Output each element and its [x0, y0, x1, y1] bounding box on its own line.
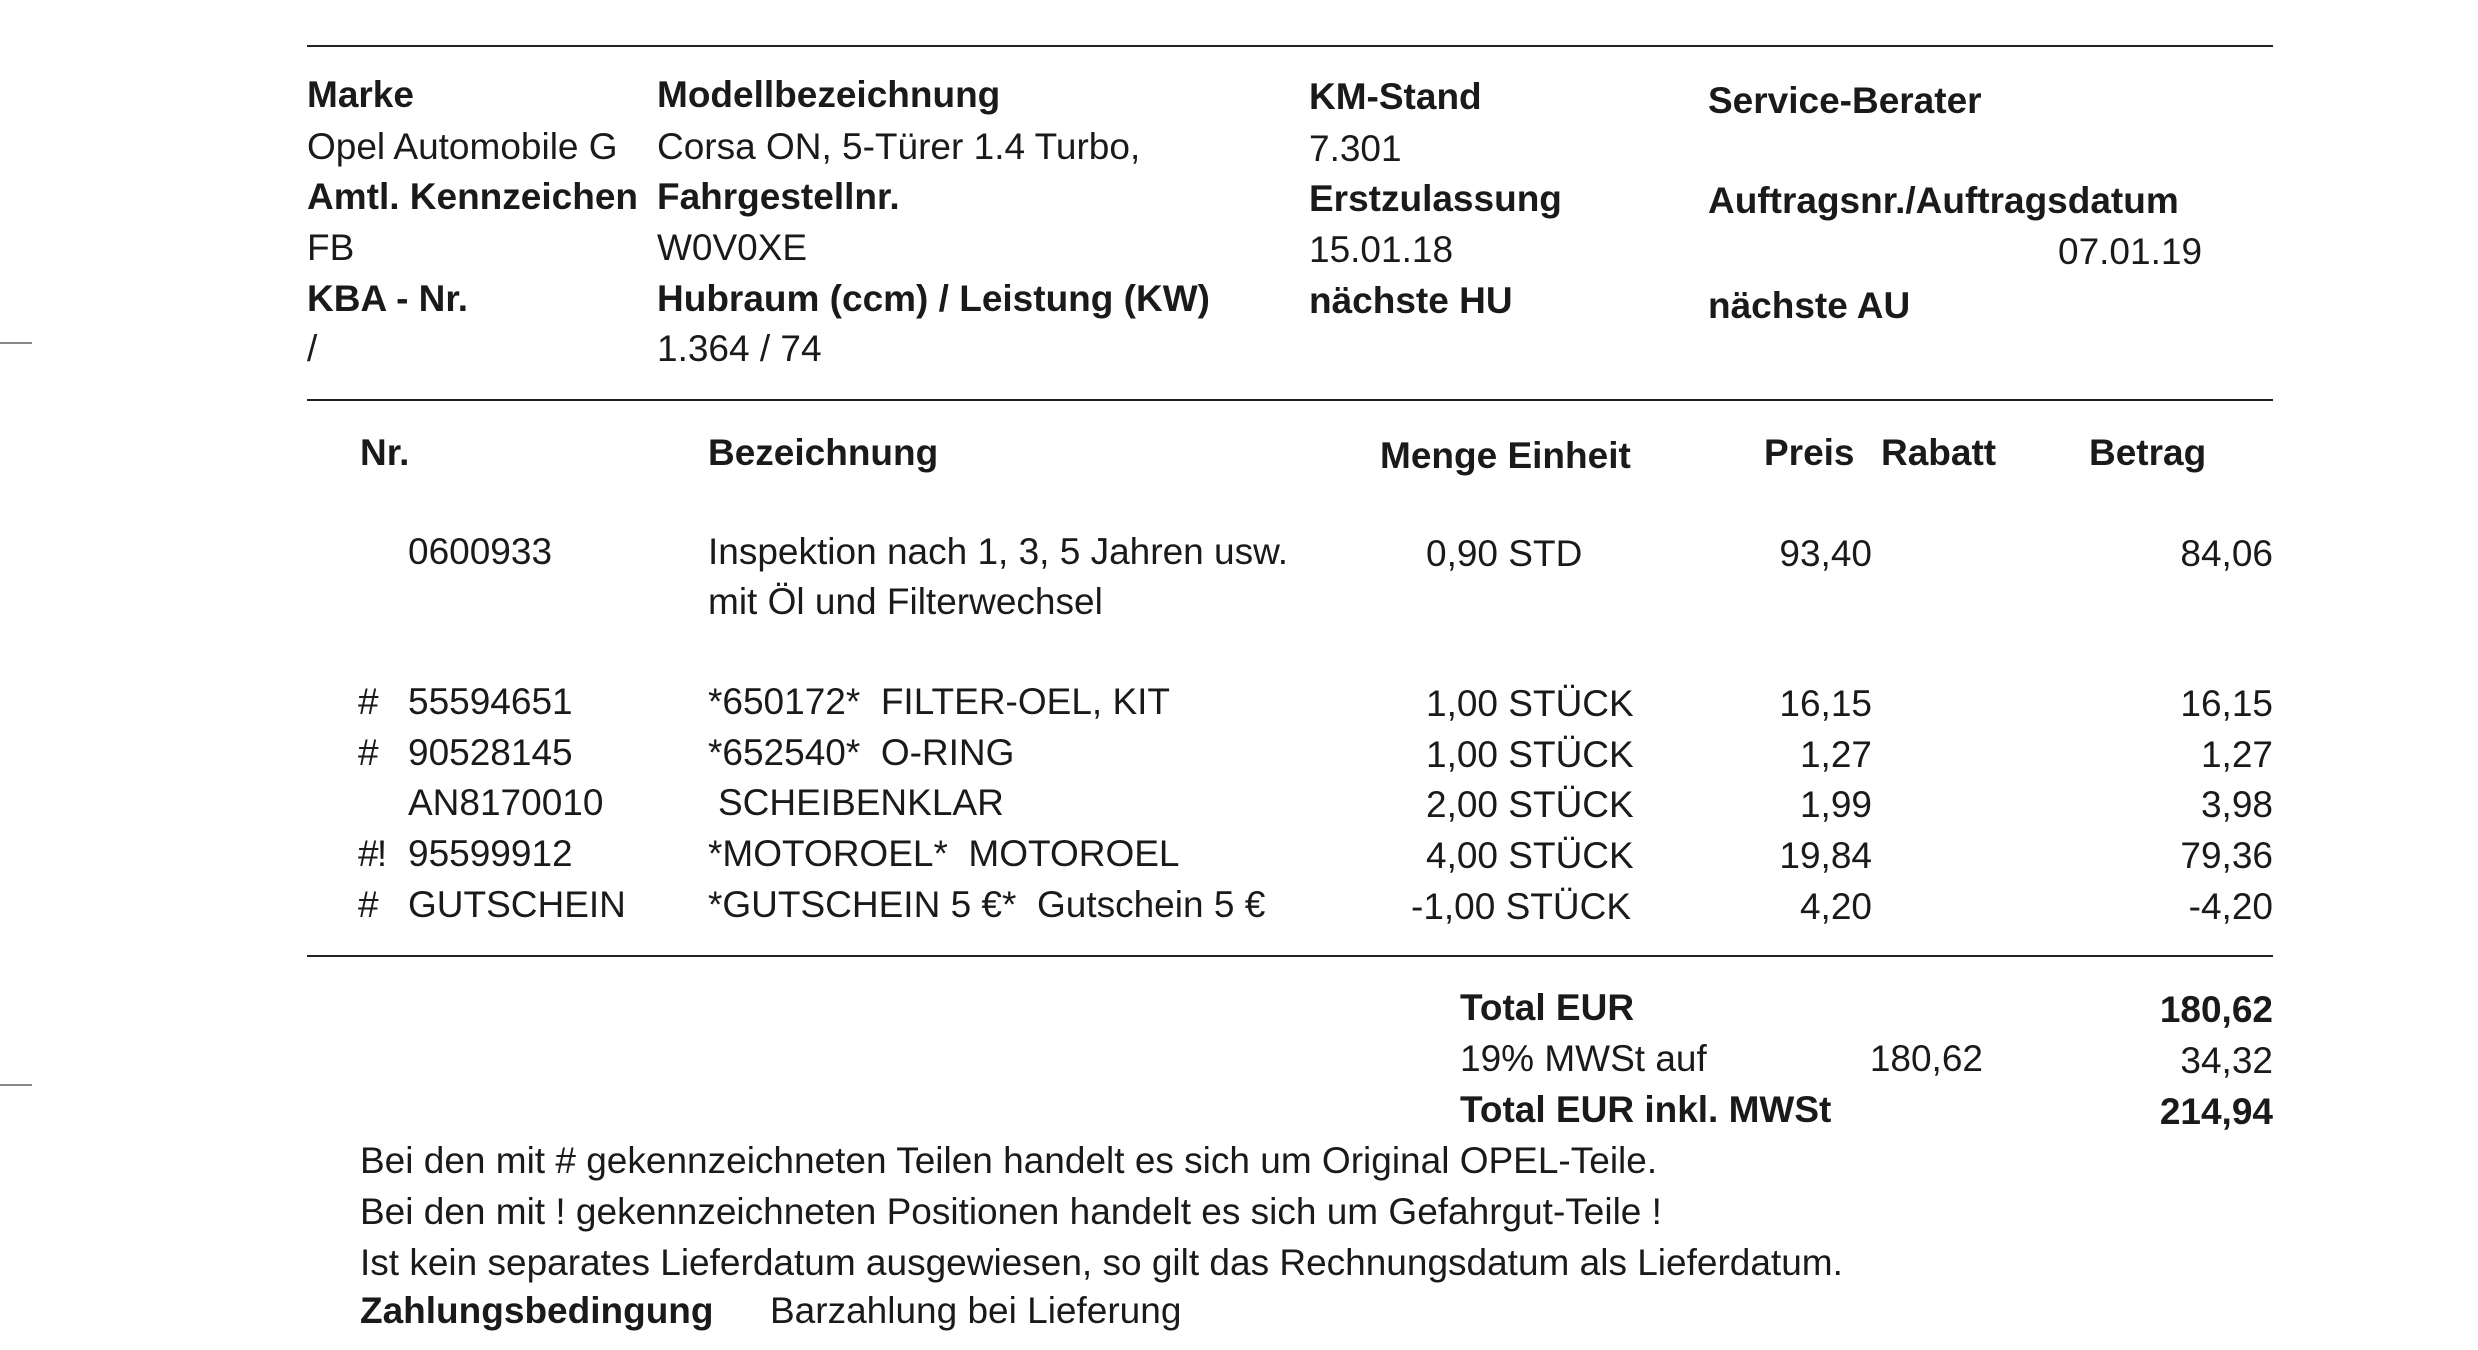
item-nr: 55594651	[408, 681, 573, 722]
km-label: KM-Stand	[1309, 76, 1482, 117]
fgnr-label: Fahrgestellnr.	[657, 176, 900, 217]
item-menge: 1,00 STÜCK	[1426, 734, 1634, 775]
ez-value: 15.01.18	[1309, 229, 1454, 270]
item-preis: 1,99	[1799, 784, 1872, 825]
item-nr: 90528145	[408, 732, 573, 773]
item-menge: 2,00 STÜCK	[1426, 784, 1634, 825]
item-bezeichnung: *652540* O-RING	[708, 732, 1015, 773]
header-rule	[307, 399, 2273, 401]
item-bezeichnung: SCHEIBENKLAR	[718, 782, 1004, 823]
scan-mark	[0, 342, 32, 344]
auftrag-label: Auftragsnr./Auftragsdatum	[1708, 180, 2179, 221]
item-nr: GUTSCHEIN	[408, 884, 626, 925]
total-label: Total EUR	[1460, 987, 1635, 1028]
total-value: 180,62	[2159, 989, 2273, 1030]
col-menge-einheit: Menge Einheit	[1380, 435, 1631, 476]
item-nr: AN8170010	[408, 782, 604, 823]
item-menge: 0,90 STD	[1426, 533, 1583, 574]
kennzeichen-value: FB	[307, 227, 355, 268]
item-betrag: 3,98	[2200, 784, 2273, 825]
item-preis: 4,20	[1799, 886, 1872, 927]
hubraum-label: Hubraum (ccm) / Leistung (KW)	[657, 278, 1210, 319]
item-mark: #	[358, 681, 379, 722]
marke-value: Opel Automobile G	[307, 126, 618, 167]
col-betrag: Betrag	[2089, 432, 2207, 473]
table-bottom-rule	[307, 955, 2273, 957]
note-original-parts: Bei den mit # gekennzeichneten Teilen handelt es sich um Original OPEL-Teile.	[360, 1140, 1658, 1181]
item-menge: 4,00 STÜCK	[1426, 835, 1634, 876]
payment-terms-value: Barzahlung bei Lieferung	[770, 1290, 1182, 1331]
ez-label: Erstzulassung	[1309, 178, 1562, 219]
payment-terms-label: Zahlungsbedingung	[360, 1290, 714, 1331]
item-preis: 93,40	[1779, 533, 1872, 574]
item-mark: # !	[358, 833, 382, 874]
item-mark: #	[358, 732, 379, 773]
top-rule	[307, 45, 2273, 47]
item-preis: 16,15	[1779, 683, 1872, 724]
note-hazardous-goods: Bei den mit ! gekennzeichneten Positionen handelt es sich um Gefahrgut-Teile !	[360, 1191, 1662, 1232]
km-value: 7.301	[1309, 128, 1402, 169]
scan-mark	[0, 1084, 32, 1086]
hubraum-value: 1.364 / 74	[657, 328, 822, 369]
item-bezeichnung: Inspektion nach 1, 3, 5 Jahren usw.	[708, 531, 1289, 572]
item-betrag: 84,06	[2180, 533, 2273, 574]
fgnr-value: W0V0XE	[657, 227, 808, 268]
item-menge: -1,00 STÜCK	[1411, 886, 1632, 927]
item-mark: #	[358, 884, 379, 925]
item-nr: 0600933	[408, 531, 553, 572]
item-bezeichnung: *650172* FILTER-OEL, KIT	[708, 681, 1171, 722]
note-delivery-date: Ist kein separates Lieferdatum ausgewiesen, so gilt das Rechnungsdatum als Lieferdatum.	[360, 1242, 1843, 1283]
item-betrag: -4,20	[2188, 886, 2273, 927]
gross-value: 214,94	[2159, 1091, 2273, 1132]
item-menge: 1,00 STÜCK	[1426, 683, 1634, 724]
item-preis: 19,84	[1779, 835, 1872, 876]
item-bezeichnung-2: mit Öl und Filterwechsel	[708, 581, 1103, 622]
berater-label: Service-Berater	[1708, 80, 1982, 121]
hu-label: nächste HU	[1309, 280, 1513, 321]
mwst-base: 180,62	[1869, 1038, 1983, 1079]
col-rabatt: Rabatt	[1881, 432, 1997, 473]
modell-label: Modellbezeichnung	[657, 74, 1001, 115]
item-bezeichnung: *GUTSCHEIN 5 €* Gutschein 5 €	[708, 884, 1266, 925]
col-preis: Preis	[1764, 432, 1855, 473]
item-betrag: 1,27	[2200, 734, 2273, 775]
gross-label: Total EUR inkl. MWSt	[1460, 1089, 1832, 1130]
marke-label: Marke	[307, 74, 414, 115]
au-label: nächste AU	[1708, 285, 1911, 326]
kennzeichen-label: Amtl. Kennzeichen	[307, 176, 638, 217]
col-nr: Nr.	[360, 432, 410, 473]
modell-value: Corsa ON, 5-Türer 1.4 Turbo,	[657, 126, 1141, 167]
col-bezeichnung: Bezeichnung	[708, 432, 939, 473]
item-betrag: 79,36	[2180, 835, 2273, 876]
item-preis: 1,27	[1799, 734, 1872, 775]
kba-value: /	[307, 328, 318, 369]
auftrag-datum: 07.01.19	[2058, 231, 2203, 272]
mwst-label: 19% MWSt auf	[1460, 1038, 1707, 1079]
item-bezeichnung: *MOTOROEL* MOTOROEL	[708, 833, 1180, 874]
item-nr: 95599912	[408, 833, 573, 874]
kba-label: KBA - Nr.	[307, 278, 469, 319]
mwst-value: 34,32	[2180, 1040, 2273, 1081]
item-betrag: 16,15	[2180, 683, 2273, 724]
